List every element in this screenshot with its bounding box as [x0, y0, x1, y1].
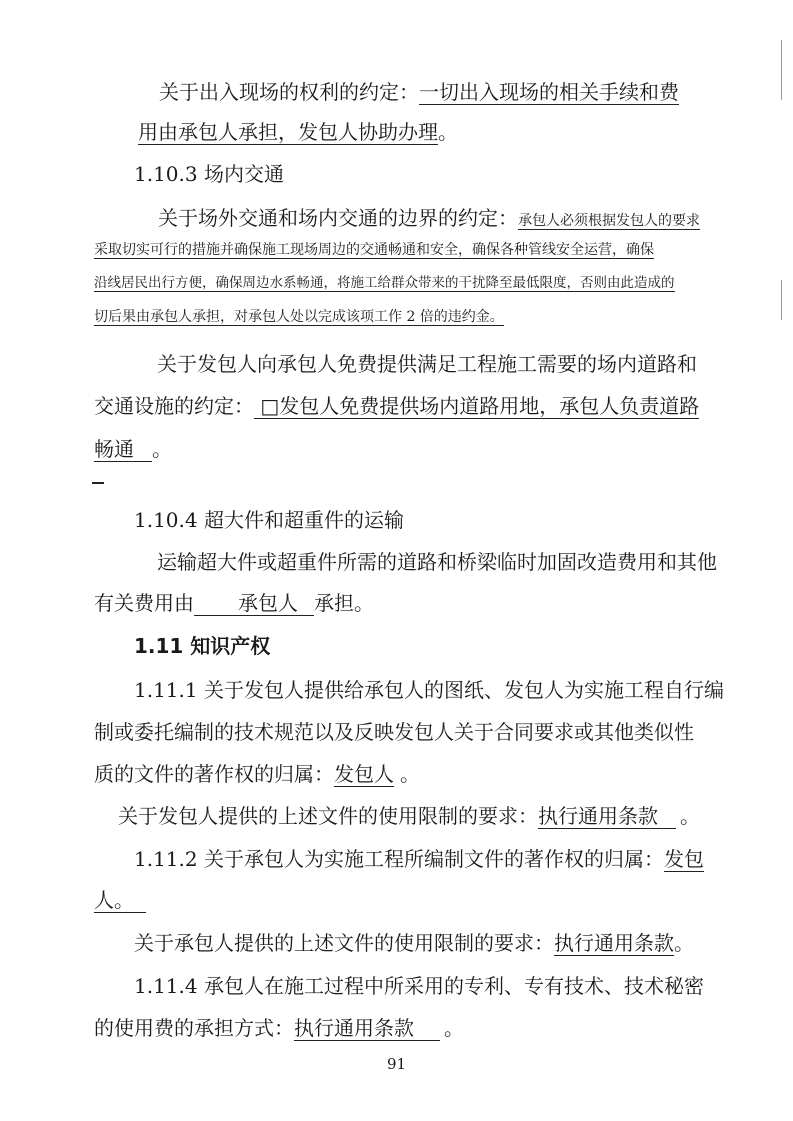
text-line: [134, 847, 704, 871]
underlined-value: 执行通用条款: [294, 1016, 440, 1041]
text-span: 。: [400, 762, 420, 786]
section-heading: 1.10.4 超大件和超重件的运输: [134, 508, 404, 532]
text-line: [134, 931, 694, 955]
dash-mark: [92, 482, 104, 484]
underlined-value: □发包人免费提供场内道路用地，承包人负责道路: [254, 394, 700, 418]
text-line: 制或委托编制的技术规范以及反映发包人关于合同要求或其他类似性: [94, 720, 694, 744]
text-line: [118, 804, 700, 828]
underlined-value: 承包人必须根据发包人的要求: [518, 213, 700, 229]
text-span: 。: [152, 437, 172, 461]
underlined-value: 沿线居民出行方便，确保周边水系畅通，将施工给群众带来的干扰降至最低限度，否则由此造成的: [94, 275, 675, 291]
text-span: 关于发包人提供的上述文件的使用限制的要求：: [118, 804, 538, 828]
text-line: [94, 591, 374, 615]
text-span: 。: [438, 120, 458, 144]
text-span: 关于承包人提供的上述文件的使用限制的要求：: [134, 931, 554, 955]
underlined-value: 畅通: [94, 437, 152, 462]
text-line: [94, 241, 654, 259]
underlined-value: 采取切实可行的措施并确保施工现场周边的交通畅通和安全，确保各种管线安全运营，确保: [94, 242, 654, 258]
page-number: 91: [386, 1055, 407, 1073]
text-line: 运输超大件或超重件所需的道路和桥梁临时加固改造费用和其他: [157, 550, 717, 574]
text-line: [94, 762, 420, 786]
text-span: 的使用费的承担方式：: [94, 1016, 294, 1040]
text-span: 关于出入现场的权利的约定：: [159, 80, 419, 104]
text-span: 有关费用由: [94, 591, 194, 615]
underlined-value: 执行通用条款: [538, 804, 676, 829]
text-line: [94, 888, 146, 912]
text-line: [94, 394, 699, 418]
text-span: 1.11.2 关于承包人为实施工程所编制文件的著作权的归属：: [134, 847, 664, 871]
text-line: 1.11.4 承包人在施工过程中所采用的专利、专有技术、技术秘密: [134, 974, 704, 998]
text-span: 。: [444, 1016, 464, 1040]
text-span: 。: [680, 804, 700, 828]
text-line: [94, 1016, 464, 1040]
text-span: 交通设施的约定：: [94, 394, 254, 418]
underlined-value: 发包人: [334, 762, 394, 786]
text-line: [94, 437, 172, 461]
text-span: 质的文件的著作权的归属：: [94, 762, 334, 786]
text-span: 承担。: [314, 591, 374, 615]
underlined-value: 发包: [663, 847, 704, 871]
text-line: [94, 274, 675, 292]
underlined-value: 用由承包人承担，发包人协助办理: [138, 120, 438, 144]
section-heading: 1.10.3 场内交通: [134, 162, 284, 186]
text-line: [94, 308, 504, 326]
underlined-value: 切后果由承包人承担，对承包人处以完成该项工作 2 倍的违约金。: [94, 309, 504, 325]
text-line: [159, 80, 679, 104]
text-line: 1.11.1 关于发包人提供给承包人的图纸、发包人为实施工程自行编: [134, 678, 724, 702]
underlined-value: 人。: [94, 888, 146, 913]
text-span: 。: [674, 931, 694, 955]
page-edge-mark: [781, 280, 782, 320]
text-line: [158, 206, 700, 230]
underlined-value: 承包人: [194, 591, 314, 616]
section-heading: 1.11 知识产权: [134, 634, 271, 658]
text-span: 关于场外交通和场内交通的边界的约定：: [158, 206, 518, 230]
underlined-value: 执行通用条款: [554, 931, 674, 955]
text-line: [138, 120, 458, 144]
text-line: 关于发包人向承包人免费提供满足工程施工需要的场内道路和: [157, 352, 697, 376]
page-edge-mark: [781, 40, 782, 100]
underlined-value: 一切出入现场的相关手续和费: [419, 80, 679, 104]
